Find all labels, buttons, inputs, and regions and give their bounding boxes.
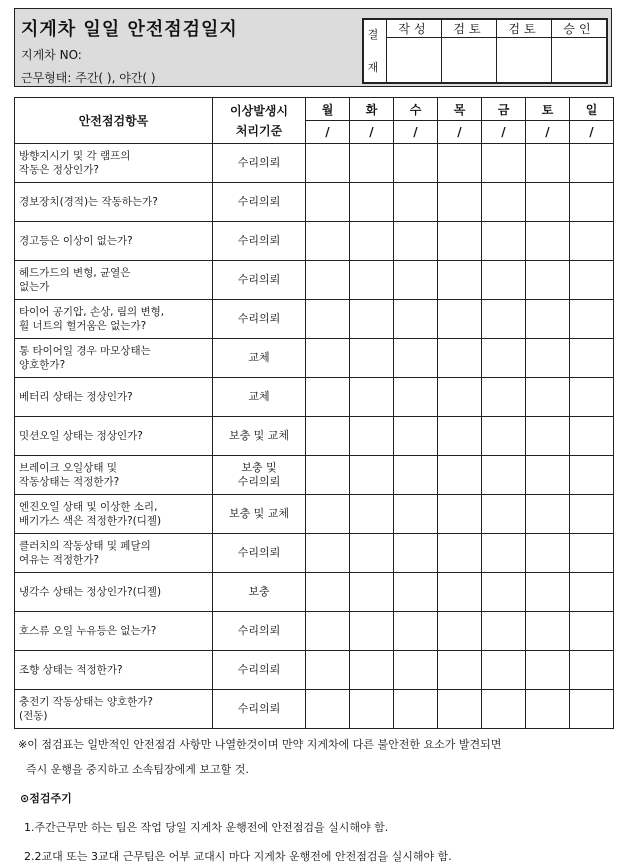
day-check-cell[interactable] — [570, 612, 614, 651]
day-check-cell[interactable] — [438, 690, 482, 729]
check-item-line-1: 조향 상태는 적정한가? — [19, 664, 123, 676]
cycle-item-1: 1.주간근무만 하는 팀은 작업 당일 지게차 운행전에 안전점검을 실시해야 함. — [24, 821, 389, 834]
day-check-cell[interactable] — [526, 456, 570, 495]
day-check-cell[interactable] — [526, 222, 570, 261]
check-item — [15, 690, 213, 729]
day-check-cell[interactable] — [570, 339, 614, 378]
inspection-log-page — [14, 8, 612, 864]
day-check-cell[interactable] — [438, 651, 482, 690]
day-check-cell[interactable] — [482, 300, 526, 339]
day-check-cell[interactable] — [394, 495, 438, 534]
day-check-cell[interactable] — [350, 690, 394, 729]
day-check-cell[interactable] — [306, 651, 350, 690]
warning-line-2: 즉시 운행을 중지하고 소속팀장에게 보고할 것. — [26, 763, 249, 776]
day-check-cell[interactable] — [570, 690, 614, 729]
table-row — [15, 339, 614, 378]
day-check-cell[interactable] — [438, 456, 482, 495]
day-check-cell[interactable] — [482, 222, 526, 261]
day-check-cell[interactable] — [438, 261, 482, 300]
date-cell[interactable]: / — [526, 121, 570, 144]
action-line-1: 수리의뢰 — [237, 546, 281, 559]
day-check-cell[interactable] — [570, 651, 614, 690]
date-cell[interactable]: / — [570, 121, 614, 144]
check-item-line-1: 경고등은 이상이 없는가? — [19, 235, 133, 247]
day-check-cell[interactable] — [306, 261, 350, 300]
day-check-cell[interactable] — [306, 300, 350, 339]
day-check-cell[interactable] — [350, 495, 394, 534]
day-check-cell[interactable] — [526, 144, 570, 183]
action-standard — [213, 222, 306, 261]
check-item — [15, 261, 213, 300]
day-check-cell[interactable] — [394, 690, 438, 729]
date-cell[interactable]: / — [482, 121, 526, 144]
day-check-cell[interactable] — [526, 300, 570, 339]
action-line-1: 보충 및 교체 — [228, 429, 290, 442]
day-check-cell[interactable] — [350, 651, 394, 690]
day-check-cell[interactable] — [482, 183, 526, 222]
action-standard — [213, 339, 306, 378]
action-line-1: 수리의뢰 — [237, 156, 281, 169]
action-standard — [213, 651, 306, 690]
action-standard — [213, 417, 306, 456]
cycle-title: ⊙점검주기 — [20, 792, 72, 805]
approval-label-bottom: 재 — [367, 61, 383, 74]
day-check-cell[interactable] — [570, 183, 614, 222]
approval-box — [362, 18, 608, 84]
date-cell[interactable]: / — [438, 121, 482, 144]
day-check-cell[interactable] — [394, 378, 438, 417]
check-item — [15, 222, 213, 261]
day-header-fri: 금 — [482, 98, 526, 121]
day-check-cell[interactable] — [306, 378, 350, 417]
day-check-cell[interactable] — [394, 183, 438, 222]
action-line-1: 수리의뢰 — [237, 663, 281, 676]
day-header-sat: 토 — [526, 98, 570, 121]
day-check-cell[interactable] — [394, 300, 438, 339]
day-check-cell[interactable] — [526, 417, 570, 456]
table-row — [15, 183, 614, 222]
day-check-cell[interactable] — [482, 612, 526, 651]
day-check-cell[interactable] — [350, 339, 394, 378]
day-check-cell[interactable] — [306, 183, 350, 222]
day-check-cell[interactable] — [394, 222, 438, 261]
day-check-cell[interactable] — [526, 534, 570, 573]
check-item — [15, 573, 213, 612]
action-standard — [213, 378, 306, 417]
check-item — [15, 651, 213, 690]
check-item-line-1: 브레이크 오일상태 및 — [19, 462, 117, 474]
approval-col-review-2: 검토 — [497, 20, 552, 38]
action-standard — [213, 456, 306, 495]
day-check-cell[interactable] — [570, 417, 614, 456]
approval-label — [364, 20, 387, 83]
approval-sign-approve[interactable] — [552, 38, 607, 83]
day-check-cell[interactable] — [570, 534, 614, 573]
day-check-cell[interactable] — [394, 612, 438, 651]
action-line-2: 수리의뢰 — [237, 475, 281, 488]
action-line-1: 수리의뢰 — [237, 195, 281, 208]
action-line-1: 수리의뢰 — [237, 624, 281, 637]
check-item-line-1: 통 타이어일 경우 마모상태는 — [19, 345, 151, 357]
action-line-1: 수리의뢰 — [237, 273, 281, 286]
notes-section — [14, 737, 612, 864]
day-check-cell[interactable] — [438, 144, 482, 183]
action-standard — [213, 144, 306, 183]
approval-sign-writer[interactable] — [387, 38, 442, 83]
approval-label-top: 결 — [367, 28, 383, 41]
day-check-cell[interactable] — [482, 573, 526, 612]
day-check-cell[interactable] — [394, 534, 438, 573]
check-item-line-1: 엔진오일 상태 및 이상한 소리, — [19, 501, 158, 513]
day-check-cell[interactable] — [394, 417, 438, 456]
action-line-1: 교체 — [248, 351, 270, 364]
check-item — [15, 534, 213, 573]
action-line-1: 보충 및 교체 — [228, 507, 290, 520]
day-check-cell[interactable] — [482, 534, 526, 573]
day-check-cell[interactable] — [438, 378, 482, 417]
check-item-line-1: 방향지시기 및 각 램프의 — [19, 150, 131, 162]
day-check-cell[interactable] — [394, 456, 438, 495]
day-check-cell[interactable] — [570, 222, 614, 261]
day-check-cell[interactable] — [394, 339, 438, 378]
day-check-cell[interactable] — [306, 612, 350, 651]
check-item-line-2: (전동) — [19, 710, 48, 722]
date-cell[interactable]: / — [306, 121, 350, 144]
action-standard — [213, 573, 306, 612]
day-check-cell[interactable] — [306, 495, 350, 534]
day-check-cell[interactable] — [350, 534, 394, 573]
action-line-1: 수리의뢰 — [237, 234, 281, 247]
check-item-line-1: 냉각수 상태는 정상인가?(디젤) — [19, 586, 162, 598]
check-item — [15, 612, 213, 651]
day-check-cell[interactable] — [482, 261, 526, 300]
check-item-line-1: 베터리 상태는 정상인가? — [19, 391, 133, 403]
day-check-cell[interactable] — [482, 690, 526, 729]
day-check-cell[interactable] — [350, 378, 394, 417]
day-check-cell[interactable] — [526, 183, 570, 222]
approval-col-writer: 작성 — [387, 20, 442, 38]
table-row — [15, 573, 614, 612]
day-check-cell[interactable] — [526, 495, 570, 534]
day-check-cell[interactable] — [482, 144, 526, 183]
action-line-1: 교체 — [248, 390, 270, 403]
check-item-line-2: 휠 너트의 헐거움은 없는가? — [19, 320, 147, 332]
column-header-action-l1: 이상발생시 — [230, 104, 288, 118]
action-standard — [213, 183, 306, 222]
approval-col-approve: 승인 — [552, 20, 607, 38]
inspection-table — [14, 97, 614, 729]
day-check-cell[interactable] — [438, 495, 482, 534]
table-row — [15, 651, 614, 690]
check-item — [15, 183, 213, 222]
check-item — [15, 378, 213, 417]
day-check-cell[interactable] — [570, 378, 614, 417]
day-check-cell[interactable] — [482, 378, 526, 417]
day-check-cell[interactable] — [306, 144, 350, 183]
day-check-cell[interactable] — [482, 456, 526, 495]
day-check-cell[interactable] — [350, 456, 394, 495]
action-standard — [213, 690, 306, 729]
day-check-cell[interactable] — [570, 261, 614, 300]
day-check-cell[interactable] — [306, 534, 350, 573]
check-item — [15, 339, 213, 378]
check-item-line-2: 여유는 적정한가? — [19, 554, 99, 566]
day-check-cell[interactable] — [526, 378, 570, 417]
day-check-cell[interactable] — [438, 612, 482, 651]
day-check-cell[interactable] — [570, 495, 614, 534]
day-check-cell[interactable] — [482, 651, 526, 690]
log-header — [14, 8, 612, 87]
day-check-cell[interactable] — [350, 417, 394, 456]
check-item-line-1: 경보장치(경적)는 작동하는가? — [19, 196, 158, 208]
day-check-cell[interactable] — [350, 222, 394, 261]
day-check-cell[interactable] — [526, 690, 570, 729]
day-check-cell[interactable] — [526, 651, 570, 690]
check-item-line-1: 밋션오일 상태는 정상인가? — [19, 430, 143, 442]
table-row — [15, 378, 614, 417]
day-check-cell[interactable] — [482, 417, 526, 456]
day-check-cell[interactable] — [482, 495, 526, 534]
check-item-line-1: 타이어 공기압, 손상, 림의 변형, — [19, 306, 165, 318]
day-check-cell[interactable] — [350, 300, 394, 339]
check-item-line-2: 배기가스 색은 적정한가?(디젤) — [19, 515, 162, 527]
day-check-cell[interactable] — [438, 417, 482, 456]
column-header-action-l2: 처리기준 — [235, 124, 283, 138]
action-line-1: 수리의뢰 — [237, 702, 281, 715]
check-item — [15, 300, 213, 339]
approval-sign-review-1[interactable] — [442, 38, 497, 83]
day-check-cell[interactable] — [306, 690, 350, 729]
check-item-line-1: 헤드가드의 변형, 균열은 — [19, 267, 131, 279]
day-check-cell[interactable] — [394, 573, 438, 612]
day-check-cell[interactable] — [306, 339, 350, 378]
check-item — [15, 495, 213, 534]
day-check-cell[interactable] — [438, 300, 482, 339]
action-standard — [213, 612, 306, 651]
day-check-cell[interactable] — [570, 144, 614, 183]
cycle-item-2: 2.2교대 또는 3교대 근무팀은 어부 교대시 마다 지게차 운행전에 안전점검을 실시해야 함. — [24, 850, 452, 863]
date-cell[interactable]: / — [350, 121, 394, 144]
day-check-cell[interactable] — [350, 573, 394, 612]
warning-line-1: ※이 점검표는 일반적인 안전점검 사항만 나열한것이며 만약 지게차에 다른 불안전한 요소가 발견되면 — [18, 738, 502, 751]
date-cell[interactable]: / — [394, 121, 438, 144]
approval-sign-review-2[interactable] — [497, 38, 552, 83]
day-check-cell[interactable] — [438, 222, 482, 261]
day-check-cell[interactable] — [350, 144, 394, 183]
check-item-line-2: 양호한가? — [19, 359, 66, 371]
column-header-item: 안전점검항목 — [15, 98, 213, 144]
action-standard — [213, 300, 306, 339]
shift-type-label: 근무형태: 주간( ), 야간( ) — [21, 71, 156, 85]
action-standard — [213, 495, 306, 534]
day-check-cell[interactable] — [394, 261, 438, 300]
day-check-cell[interactable] — [306, 222, 350, 261]
action-standard — [213, 261, 306, 300]
day-header-sun: 일 — [570, 98, 614, 121]
table-row — [15, 417, 614, 456]
day-check-cell[interactable] — [526, 261, 570, 300]
check-item-line-2: 작동상태는 적정한가? — [19, 476, 120, 488]
action-line-1: 수리의뢰 — [237, 312, 281, 325]
table-row — [15, 612, 614, 651]
table-row — [15, 456, 614, 495]
day-check-cell[interactable] — [570, 456, 614, 495]
table-row — [15, 690, 614, 729]
check-item-line-1: 호스류 오일 누유등은 없는가? — [19, 625, 157, 637]
day-check-cell[interactable] — [570, 573, 614, 612]
day-check-cell[interactable] — [438, 183, 482, 222]
table-row — [15, 534, 614, 573]
action-line-1: 보충 — [248, 585, 270, 598]
table-row — [15, 261, 614, 300]
day-header-tue: 화 — [350, 98, 394, 121]
approval-col-review-1: 검토 — [442, 20, 497, 38]
column-header-action — [213, 98, 306, 144]
check-item — [15, 144, 213, 183]
day-header-thu: 목 — [438, 98, 482, 121]
day-check-cell[interactable] — [394, 651, 438, 690]
day-check-cell[interactable] — [306, 456, 350, 495]
forklift-no-label: 지게차 NO: — [21, 48, 82, 62]
action-line-1: 보충 및 — [241, 461, 277, 474]
day-header-mon: 월 — [306, 98, 350, 121]
day-check-cell[interactable] — [394, 144, 438, 183]
day-check-cell[interactable] — [570, 300, 614, 339]
day-check-cell[interactable] — [306, 573, 350, 612]
action-standard — [213, 534, 306, 573]
check-item — [15, 456, 213, 495]
check-item-line-2: 없는가 — [19, 281, 50, 293]
day-check-cell[interactable] — [350, 183, 394, 222]
table-row — [15, 222, 614, 261]
table-row — [15, 495, 614, 534]
day-check-cell[interactable] — [526, 573, 570, 612]
check-item-line-1: 충전기 작동상태는 양호한가? — [19, 696, 153, 708]
check-item-line-1: 클러치의 작동상태 및 페달의 — [19, 540, 151, 552]
day-check-cell[interactable] — [438, 534, 482, 573]
day-check-cell[interactable] — [526, 339, 570, 378]
day-check-cell[interactable] — [482, 339, 526, 378]
check-item-line-2: 작동은 정상인가? — [19, 164, 99, 176]
day-check-cell[interactable] — [350, 261, 394, 300]
day-check-cell[interactable] — [526, 612, 570, 651]
check-item — [15, 417, 213, 456]
table-row — [15, 144, 614, 183]
day-check-cell[interactable] — [438, 339, 482, 378]
day-check-cell[interactable] — [438, 573, 482, 612]
day-check-cell[interactable] — [306, 417, 350, 456]
day-check-cell[interactable] — [350, 612, 394, 651]
table-row — [15, 300, 614, 339]
page-title: 지게차 일일 안전점검일지 — [21, 19, 238, 40]
day-header-wed: 수 — [394, 98, 438, 121]
